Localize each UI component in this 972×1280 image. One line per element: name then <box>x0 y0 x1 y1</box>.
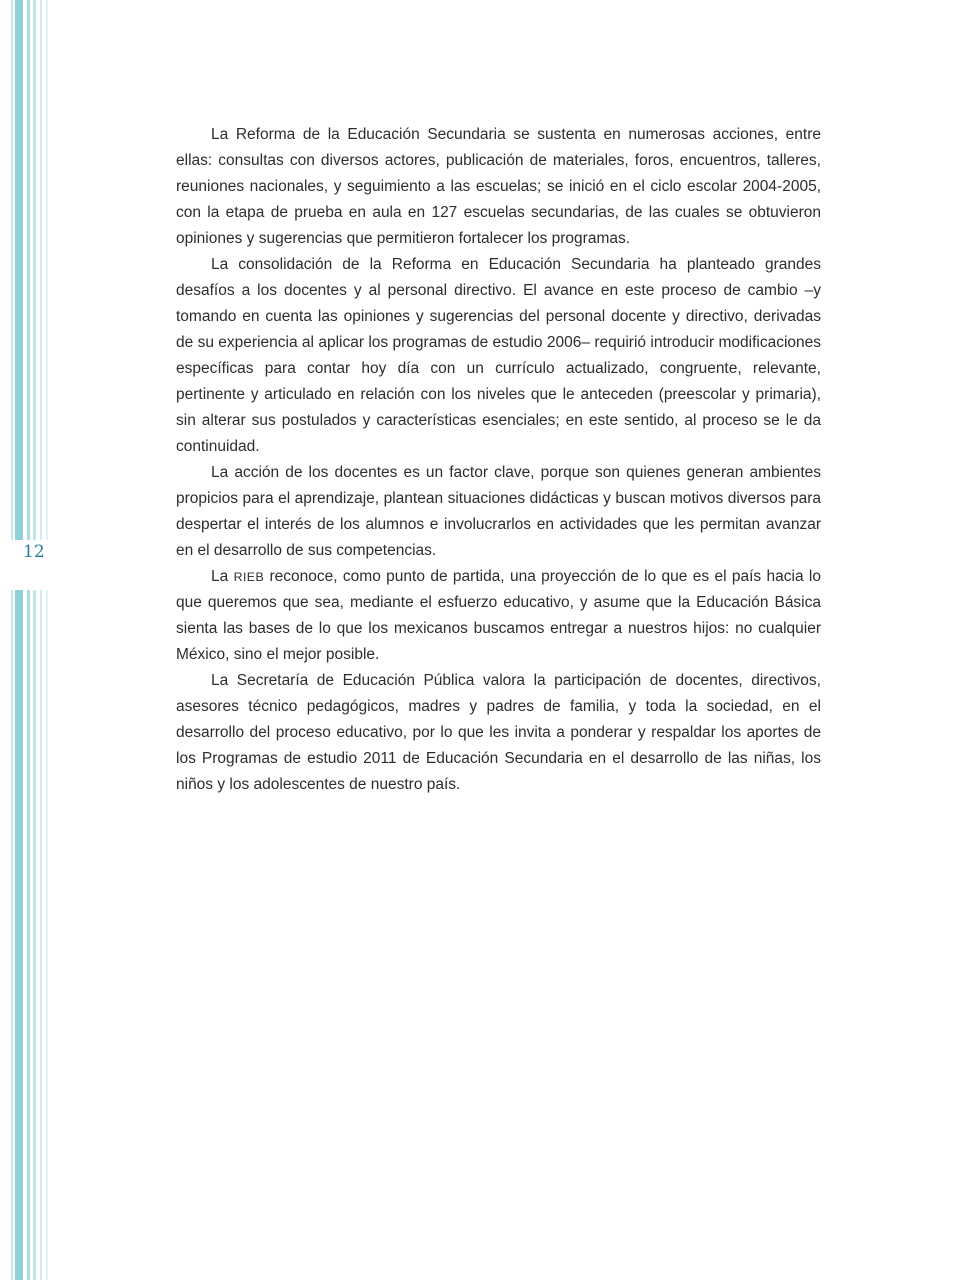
paragraph <box>176 564 821 668</box>
decorative-stripe <box>40 0 42 540</box>
page-number: 12 <box>23 542 45 562</box>
paragraph-text: La acción de los docentes es un factor clave, porque son quienes generan ambientes propicios para el aprendizaje, plantean situaciones didácticas y buscan motivos diversos para despertar el interés de los alumnos e involucrarlos en actividades que les permitan avanzar en el desarrollo de sus competencias. <box>176 464 821 559</box>
paragraph-text: La <box>211 568 234 585</box>
decorative-stripe <box>11 0 13 540</box>
decorative-stripe <box>15 0 23 540</box>
paragraph <box>176 122 821 252</box>
decorative-stripe <box>33 0 36 540</box>
decorative-stripe <box>27 590 30 1280</box>
decorative-stripe <box>11 590 13 1280</box>
paragraph-text: La Reforma de la Educación Secundaria se sustenta en numerosas acciones, entre ellas: consultas con diversos actores, publicación de materiales, foros, encuentros, talleres, reuniones nacionales, y seguimiento a las escuelas; se inició en el ciclo escolar 2004-2005, con la etapa de prueba en aula en 127 escuelas secundarias, de las cuales se obtuvieron opiniones y sugerencias que permitieron fortalecer los programas. <box>176 126 821 247</box>
decorative-stripe <box>27 0 30 540</box>
decorative-stripe <box>46 590 48 1280</box>
decorative-stripe <box>15 590 23 1280</box>
paragraph-text: reconoce, como punto de partida, una proyección de lo que es el país hacia lo que queremos que sea, mediante el esfuerzo educativo, y asume que la Educación Básica sienta las bases de lo que los mexicanos buscamos entregar a nuestros hijos: no cualquier México, sino el mejor posible. <box>176 568 821 663</box>
paragraph-text: La consolidación de la Reforma en Educación Secundaria ha planteado grandes desafíos a los docentes y al personal directivo. El avance en este proceso de cambio –y tomando en cuenta las opiniones y sugerencias del personal docente y directivo, derivadas de su experiencia al aplicar los programas de estudio 2006– requirió introducir modificaciones específicas para contar hoy día con un currículo actualizado, congruente, relevante, pertinente y articulado en relación con los niveles que le anteceden (preescolar y primaria), sin alterar sus postulados y características esenciales; en este sentido, al proceso se le da continuidad. <box>176 256 821 455</box>
decorative-stripe <box>33 590 36 1280</box>
paragraph <box>176 252 821 460</box>
decorative-stripe <box>46 0 48 540</box>
paragraph <box>176 460 821 564</box>
text-block <box>176 122 821 798</box>
decorative-stripe <box>40 590 42 1280</box>
paragraph <box>176 668 821 798</box>
stripe-band <box>0 590 52 1280</box>
stripe-band <box>0 0 52 540</box>
paragraph-text: La Secretaría de Educación Pública valora la participación de docentes, directivos, asesores técnico pedagógicos, madres y padres de familia, y toda la sociedad, en el desarrollo del proceso educativo, por lo que les invita a ponderar y respaldar los aportes de los Programas de estudio 2011 de Educación Secundaria en el desarrollo de las niñas, los niños y los adolescentes de nuestro país. <box>176 672 821 793</box>
smallcaps-acronym: RIEB <box>233 570 265 584</box>
